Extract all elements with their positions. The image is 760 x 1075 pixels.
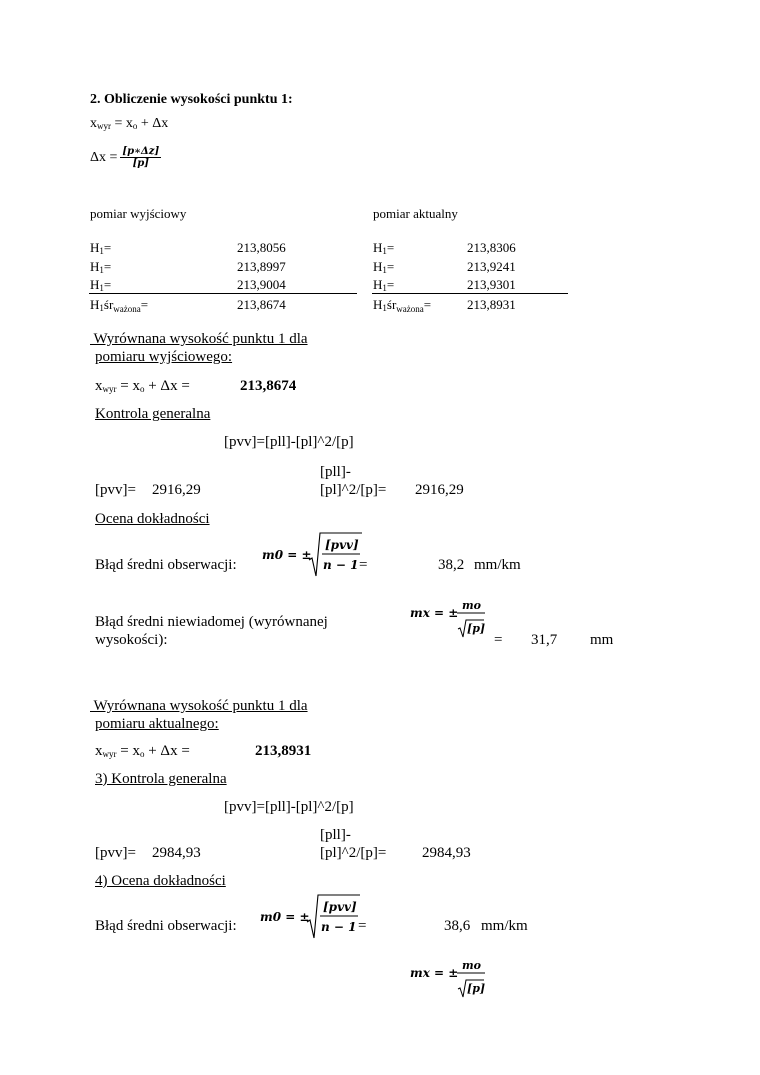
- block2-pvv-value: 2984,93: [152, 845, 201, 861]
- current-header: pomiar aktualny: [373, 206, 458, 221]
- block2-pll-value: 2984,93: [422, 845, 471, 861]
- section-title: 2. Obliczenie wysokości punktu 1:: [90, 92, 293, 107]
- block2-mx-equation: [410, 955, 490, 1006]
- svg-text:mx = ±: mx = ±: [410, 966, 459, 980]
- block1-mx-label-line2: wysokości):: [95, 632, 168, 648]
- current-value-1: 213,8306: [467, 240, 516, 255]
- block1-m0-label: Błąd średni obserwacji:: [95, 557, 237, 573]
- m0-equation-graphic: [260, 892, 360, 942]
- block2-pvv-formula: [pvv]=[pll]-[pl]^2/[p]: [224, 799, 354, 815]
- block2-m0-unit: mm/km: [481, 918, 528, 934]
- current-weighted-value: 213,8931: [467, 297, 516, 312]
- block2-heading-line2: pomiaru aktualnego:: [95, 716, 219, 732]
- initial-divider: [89, 293, 357, 294]
- block1-m0-value: 38,2: [438, 557, 465, 573]
- current-value-3: 213,9301: [467, 277, 516, 292]
- block1-accuracy-title: Ocena dokładności: [95, 511, 210, 527]
- initial-row-label: $H_1=$: [90, 277, 112, 293]
- block1-m0-eq: =: [359, 557, 368, 573]
- block1-mx-label-line1: Błąd średni niewiadomej (wyrównanej: [95, 614, 328, 630]
- current-row-label: $H_1=$: [373, 259, 395, 275]
- svg-text:[pvv]: [pvv]: [323, 900, 357, 914]
- block1-heading-line1: Wyrównana wysokość punktu 1 dla: [90, 331, 308, 347]
- block2-result: 213,8931: [255, 743, 312, 759]
- initial-value-1: 213,8056: [237, 240, 286, 255]
- current-value-2: 213,9241: [467, 259, 516, 274]
- svg-text:n − 1: n − 1: [321, 920, 357, 934]
- mx-equation-graphic: [410, 595, 490, 641]
- block1-formula: $x_{wyr} = x_o + \Delta x$ =: [95, 378, 190, 394]
- block1-m0-equation: [262, 530, 362, 585]
- svg-text:[p]: [p]: [467, 982, 486, 995]
- block1-m0-unit: mm/km: [474, 557, 521, 573]
- block1-pvv-label: [pvv]=: [95, 482, 136, 498]
- initial-row-label: $H_1=$: [90, 240, 112, 256]
- block2-m0-label: Błąd średni obserwacji:: [95, 918, 237, 934]
- block2-pll-line2: [pl]^2/[p]=: [320, 845, 387, 861]
- block1-pvv-value: 2916,29: [152, 482, 201, 498]
- initial-row-label: $H_1=$: [90, 259, 112, 275]
- delta-denominator: [p]: [132, 158, 150, 169]
- block2-pll-line1: [pll]-: [320, 827, 351, 843]
- block2-formula: $x_{wyr} = x_o + \Delta x$ =: [95, 743, 190, 759]
- block1-mx-eq: =: [494, 632, 503, 648]
- svg-text:mo: mo: [462, 599, 481, 612]
- current-row-label: $H_1=$: [373, 277, 395, 293]
- block1-pll-line2: [pl]^2/[p]=: [320, 482, 387, 498]
- delta-numerator: [p∗Δz]: [122, 146, 160, 157]
- block2-m0-eq: =: [358, 918, 367, 934]
- block1-pll-line1: [pll]-: [320, 464, 351, 480]
- block2-m0-equation: [260, 892, 360, 947]
- block2-accuracy-title: 4) Ocena dokładności: [95, 873, 226, 889]
- svg-text:[p]: [p]: [467, 622, 486, 635]
- svg-text:[pvv]: [pvv]: [325, 538, 359, 552]
- svg-text:n − 1: n − 1: [323, 558, 359, 572]
- initial-value-2: 213,8997: [237, 259, 286, 274]
- block2-heading-line1: Wyrównana wysokość punktu 1 dla: [90, 698, 308, 714]
- initial-weighted-value: 213,8674: [237, 297, 286, 312]
- current-row-label: $H_1=$: [373, 240, 395, 256]
- block1-mx-value: 31,7: [531, 632, 558, 648]
- block1-pvv-formula: [pvv]=[pll]-[pl]^2/[p]: [224, 434, 354, 450]
- current-divider: [372, 293, 568, 294]
- initial-weighted-label: $H_1śr_{ważona}=$: [90, 297, 149, 314]
- formula-xwyr: $x_{wyr} = x_o + \Delta x$: [90, 116, 169, 131]
- block1-pll-value: 2916,29: [415, 482, 464, 498]
- formula-delta-x: Δx = $\frac{[p∗\Delta z]}{[p]}$: [90, 146, 160, 169]
- initial-value-3: 213,9004: [237, 277, 286, 292]
- block1-heading-line2: pomiaru wyjściowego:: [95, 349, 233, 365]
- block1-result: 213,8674: [240, 378, 297, 394]
- svg-text:mo: mo: [462, 959, 481, 972]
- block1-mx-equation: [410, 595, 490, 646]
- m0-equation-graphic: [262, 530, 362, 580]
- initial-header: pomiar wyjściowy: [90, 206, 187, 221]
- svg-text:mx = ±: mx = ±: [410, 606, 459, 620]
- block2-pvv-label: [pvv]=: [95, 845, 136, 861]
- svg-text:m0 = ±: m0 = ±: [262, 548, 312, 562]
- block1-mx-unit: mm: [590, 632, 614, 648]
- block2-m0-value: 38,6: [444, 918, 471, 934]
- svg-text:m0 = ±: m0 = ±: [260, 910, 310, 924]
- current-weighted-label: $H_1śr_{ważona}=$: [373, 297, 432, 314]
- mx-equation-graphic: [410, 955, 490, 1001]
- block1-control-title: Kontrola generalna: [95, 406, 211, 422]
- block2-control-title: 3) Kontrola generalna: [95, 771, 227, 787]
